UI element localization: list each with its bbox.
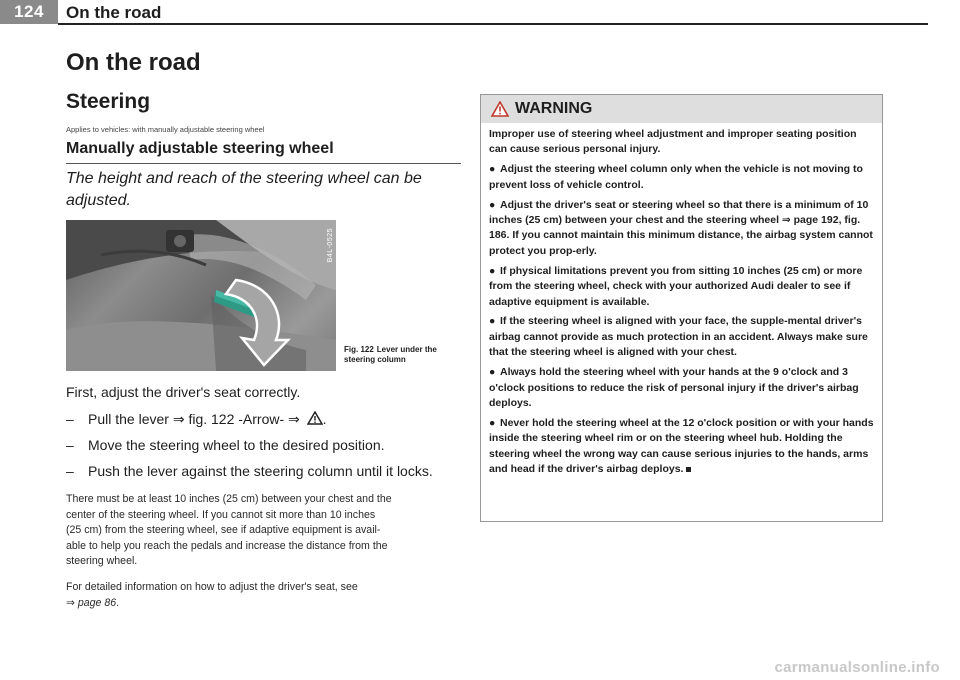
warning-box xyxy=(480,94,883,522)
note-line: There must be at least 10 inches (25 cm) between your chest and the xyxy=(66,493,392,505)
warning-bullet: ● Adjust the driver's seat or steering wheel so that there is a minimum of 10 inches (25 cm) between your chest and the steering wheel ⇒ page 192, fig. 186. If you cannot maintain this minimum distance, the airbag system cannot protect you prop-erly. xyxy=(489,198,873,257)
warning-triangle-icon xyxy=(491,101,509,117)
page-header xyxy=(0,0,960,30)
warning-lead: Improper use of steering wheel adjustment and improper seating position can cause serious personal injury. xyxy=(489,128,857,156)
warning-bullet: ● Always hold the steering wheel with your hands at the 9 o'clock and 3 o'clock positions to reduce the risk of personal injury if the driver's airbag deploys. xyxy=(489,366,859,409)
seat-ref-end: . xyxy=(116,596,120,609)
first-step-text: First, adjust the driver's seat correctly. xyxy=(66,384,301,400)
warning-triangle-icon xyxy=(307,411,323,425)
applies-to-note: Applies to vehicles: with manually adjustable steering wheel xyxy=(66,125,265,134)
step-dash: – xyxy=(66,437,74,453)
step-item xyxy=(66,436,385,454)
step-text: Pull the lever ⇒ fig. 122 -Arrow- ⇒ xyxy=(88,411,300,427)
warning-bullet: ● Never hold the steering wheel at the 12 o'clock position or with your hands inside the steering wheel rim or on the steering wheel hub. Holding the steering wheel the wrong way can cause serious injuries to the hands, arms and head if the driver's airbag deploys. xyxy=(489,416,874,476)
figure-caption xyxy=(344,345,464,365)
step-dash: – xyxy=(66,463,74,479)
arrow-ref-icon: ⇒ xyxy=(66,596,75,609)
subsection-rule xyxy=(66,163,461,164)
step-item: – Pull the lever ⇒ fig. 122 -Arrow- ⇒ . xyxy=(66,411,327,427)
step-text: Move the steering wheel to the desired position. xyxy=(88,437,385,453)
figure-number: Fig. 122 xyxy=(344,345,374,354)
note-line: able to help you reach the pedals and increase the distance from the xyxy=(66,539,388,552)
step-item xyxy=(66,462,433,480)
figure-caption-text: Lever under the steering column xyxy=(344,345,437,364)
note-line: steering wheel. xyxy=(66,555,138,567)
section-title: Steering xyxy=(66,90,151,113)
page-link[interactable]: page 86 xyxy=(77,596,117,609)
running-head: On the road xyxy=(66,3,162,22)
header-rule xyxy=(58,23,928,25)
steering-column-illustration xyxy=(66,220,336,371)
warning-bullet: ● Adjust the steering wheel column only when the vehicle is not moving to prevent loss of vehicle control. xyxy=(489,163,863,191)
seat-reference xyxy=(66,580,464,611)
warning-bullet: ● If the steering wheel is aligned with your face, the supple-mental driver's airbag cannot provide as much protection in an accident. Always make sure that the steering wheel is aligned with your chest. xyxy=(489,315,868,359)
warning-bullet: ● If physical limitations prevent you from sitting 10 inches (25 cm) or more from the steering wheel, check with your authorized Audi dealer to see if adaptive equipment is available. xyxy=(489,264,863,308)
end-of-section-mark xyxy=(686,467,691,472)
warning-body xyxy=(481,123,882,478)
seat-ref-line: For detailed information on how to adjust the driver's seat, see xyxy=(66,581,358,593)
intro-text: The height and reach of the steering wheel can be adjusted. xyxy=(66,170,422,209)
chapter-title: On the road xyxy=(66,49,201,76)
note-line: center of the steering wheel. If you cannot sit more than 10 inches xyxy=(66,508,376,521)
watermark: carmanualsonline.info xyxy=(774,659,940,676)
distance-note xyxy=(66,492,464,570)
steering-lever-figure xyxy=(66,220,336,371)
step-dash: – xyxy=(66,411,74,427)
note-line: (25 cm) from the steering wheel, see if adaptive equipment is avail- xyxy=(66,524,381,536)
step-text: Push the lever against the steering column until it locks. xyxy=(88,463,433,479)
subsection-title: Manually adjustable steering wheel xyxy=(66,140,334,157)
figure-code: B4L-0525 xyxy=(327,228,334,263)
warning-title: WARNING xyxy=(515,100,593,117)
warning-header xyxy=(481,95,882,123)
page-number: 124 xyxy=(0,0,58,24)
